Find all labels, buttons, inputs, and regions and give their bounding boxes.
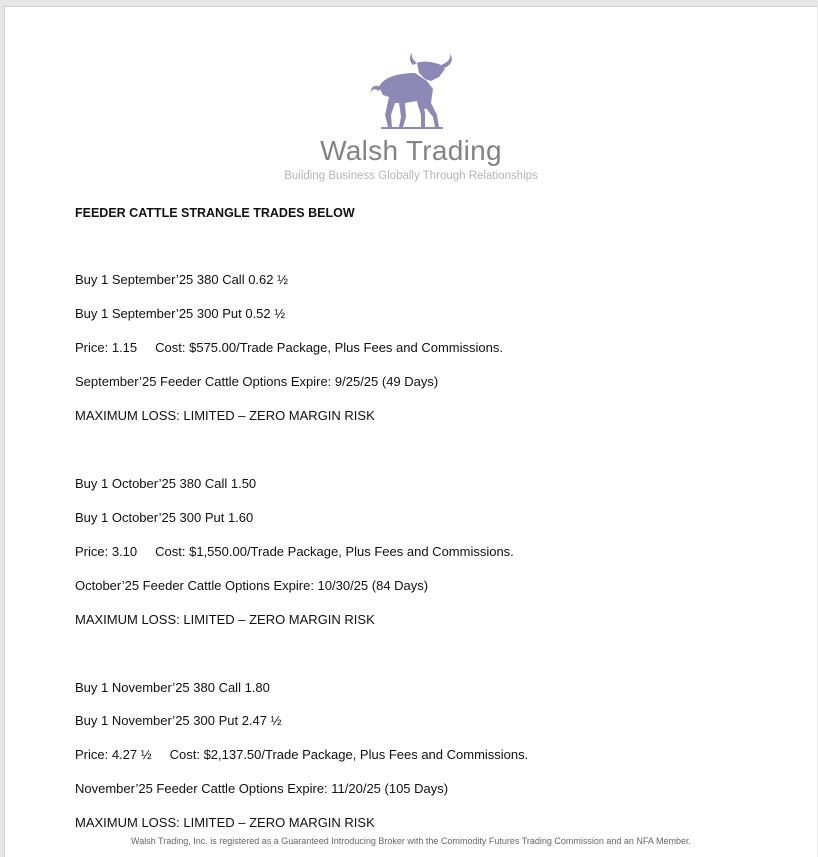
trade-1-price: Price: 1.15: [75, 340, 138, 355]
trade-3-cost: Cost: $2,137.50/Trade Package, Plus Fees and Commissions.: [169, 747, 529, 762]
document-page: [4, 6, 817, 857]
trade-1-max-loss: MAXIMUM LOSS: LIMITED – ZERO MARGIN RISK: [75, 408, 375, 423]
trade-2-price: Price: 3.10: [75, 544, 138, 559]
logo: [5, 51, 817, 131]
footer-disclaimer: Walsh Trading, Inc. is registered as a Guaranteed Introducing Broker with the Commodity Futures Trading Commission and an NFA Member.: [131, 836, 691, 846]
trade-3-price: Price: 4.27 ½: [75, 747, 152, 762]
trade-1-cost: Cost: $575.00/Trade Package, Plus Fees and Commissions.: [155, 340, 503, 355]
trade-3-price-row: [75, 747, 528, 762]
trade-1-price-row: [75, 340, 503, 355]
trade-2-expire: October’25 Feeder Cattle Options Expire: 10/30/25 (84 Days): [75, 578, 429, 593]
trade-2-price-row: [75, 544, 514, 559]
trade-3-max-loss: MAXIMUM LOSS: LIMITED – ZERO MARGIN RISK: [75, 815, 375, 830]
trade-2-cost: Cost: $1,550.00/Trade Package, Plus Fees and Commissions.: [155, 544, 514, 559]
trade-2-put: Buy 1 October’25 300 Put 1.60: [75, 510, 254, 525]
section-heading: FEEDER CATTLE STRANGLE TRADES BELOW: [75, 206, 355, 220]
trade-3-put: Buy 1 November’25 300 Put 2.47 ½: [75, 713, 282, 728]
brand-tagline: Building Business Globally Through Relationships: [284, 170, 538, 182]
trade-2-max-loss: MAXIMUM LOSS: LIMITED – ZERO MARGIN RISK: [75, 612, 375, 627]
brand-name: Walsh Trading: [320, 135, 502, 166]
trade-3-call: Buy 1 November’25 380 Call 1.80: [75, 680, 270, 695]
trade-1-expire: September’25 Feeder Cattle Options Expire: 9/25/25 (49 Days): [75, 374, 439, 389]
bull-icon: [361, 51, 461, 131]
trade-2-call: Buy 1 October’25 380 Call 1.50: [75, 476, 257, 491]
trade-3-expire: November’25 Feeder Cattle Options Expire: 11/20/25 (105 Days): [75, 781, 449, 796]
trade-1-put: Buy 1 September’25 300 Put 0.52 ½: [75, 306, 286, 321]
trade-1-call: Buy 1 September’25 380 Call 0.62 ½: [75, 272, 288, 287]
